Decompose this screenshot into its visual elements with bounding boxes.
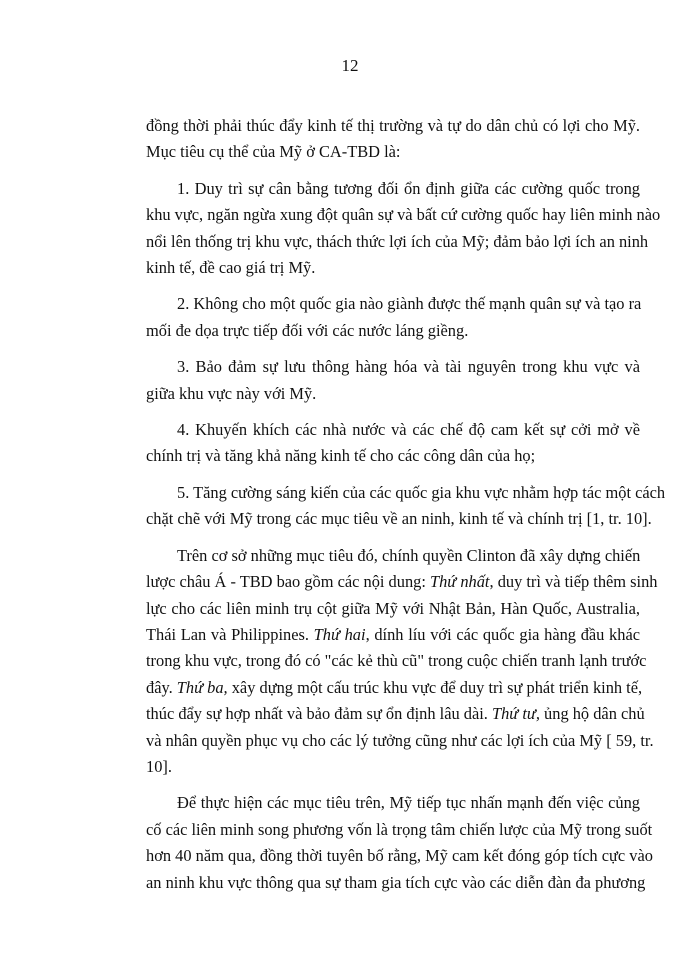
strategy-paragraph <box>146 543 658 781</box>
text-line: lực cho các liên minh trụ cột giữa Mỹ với Nhật Bản, Hàn Quốc, Australia, <box>146 598 640 618</box>
text-line: khu vực, ngăn ngừa xung đột quân sự và bất cứ cường quốc hay liên minh nào <box>146 205 661 225</box>
text-line: trong khu vực, trong đó có "các kẻ thù cũ" trong cuộc chiến tranh lạnh trước <box>146 651 647 671</box>
goal-item-2 <box>146 291 640 344</box>
text-line: hơn 40 năm qua, đồng thời tuyên bố rằng, Mỹ cam kết đóng góp tích cực vào <box>146 846 653 866</box>
text-line: lược châu Á - TBD bao gồm các nội dung: Thứ nhất, duy trì và tiếp thêm sinh <box>146 572 658 592</box>
goal-item-5 <box>146 480 666 533</box>
text-line: Trên cơ sở những mục tiêu đó, chính quyền Clinton đã xây dựng chiến <box>177 545 641 565</box>
text-line: giữa khu vực này với Mỹ. <box>146 383 317 403</box>
final-paragraph <box>146 790 653 896</box>
text-line: kinh tế, đề cao giá trị Mỹ. <box>146 258 316 278</box>
text-line: Để thực hiện các mục tiêu trên, Mỹ tiếp tục nhấn mạnh đến việc củng <box>177 793 640 813</box>
text-line: Mục tiêu cụ thể của Mỹ ở CA-TBD là: <box>146 142 401 162</box>
text-line: 2. Không cho một quốc gia nào giành được thế mạnh quân sự và tạo ra <box>177 294 642 314</box>
text-line: 1. Duy trì sự cân bằng tương đối ổn định giữa các cường quốc trong <box>177 178 640 198</box>
intro-paragraph <box>146 113 640 166</box>
text-line: 4. Khuyến khích các nhà nước và các chế độ cam kết sự cởi mở về <box>177 420 640 440</box>
emphasis-third: Thứ ba, <box>176 677 228 697</box>
text-line: an ninh khu vực thông qua sự tham gia tích cực vào các diễn đàn đa phương <box>146 872 646 892</box>
text-line: thúc đẩy sự hợp nhất và bảo đảm sự ổn định lâu dài. Thứ tư, ủng hộ dân chủ <box>146 704 645 724</box>
goal-item-1 <box>146 176 661 282</box>
emphasis-fourth: Thứ tư, <box>492 704 540 724</box>
text-line: 3. Bảo đảm sự lưu thông hàng hóa và tài nguyên trong khu vực và <box>177 357 640 377</box>
body-text <box>146 113 666 896</box>
text-line: chặt chẽ với Mỹ trong các mục tiêu về an ninh, kinh tế và chính trị [1, tr. 10]. <box>146 509 652 529</box>
page-number: 12 <box>341 56 359 75</box>
text-line: 5. Tăng cường sáng kiến của các quốc gia khu vực nhằm hợp tác một cách <box>177 482 666 502</box>
text-line: đây. Thứ ba, xây dựng một cấu trúc khu vực để duy trì sự phát triển kinh tế, <box>146 677 643 697</box>
emphasis-second: Thứ hai <box>313 624 366 644</box>
text-line: và nhân quyền phục vụ cho các lý tưởng cũng như các lợi ích của Mỹ [ 59, tr. <box>146 730 654 750</box>
emphasis-first: Thứ nhất <box>430 572 490 592</box>
text-line: chính trị và tăng khả năng kinh tế cho các công dân của họ; <box>146 446 536 466</box>
text-line: nổi lên thống trị khu vực, thách thức lợi ích của Mỹ; đảm bảo lợi ích an ninh <box>146 231 649 251</box>
text-line: Thái Lan và Philippines. Thứ hai, dính líu với các quốc gia hàng đầu khác <box>146 624 640 644</box>
goal-item-3 <box>146 354 640 407</box>
text-line: 10]. <box>146 756 172 776</box>
text-line: mối đe dọa trực tiếp đối với các nước láng giềng. <box>146 320 469 340</box>
text-line: cố các liên minh song phương vốn là trọng tâm chiến lược của Mỹ trong suốt <box>146 819 653 839</box>
text-line: đồng thời phải thúc đẩy kinh tế thị trường và tự do dân chủ có lợi cho Mỹ. <box>146 116 640 135</box>
goal-item-4 <box>146 417 640 470</box>
